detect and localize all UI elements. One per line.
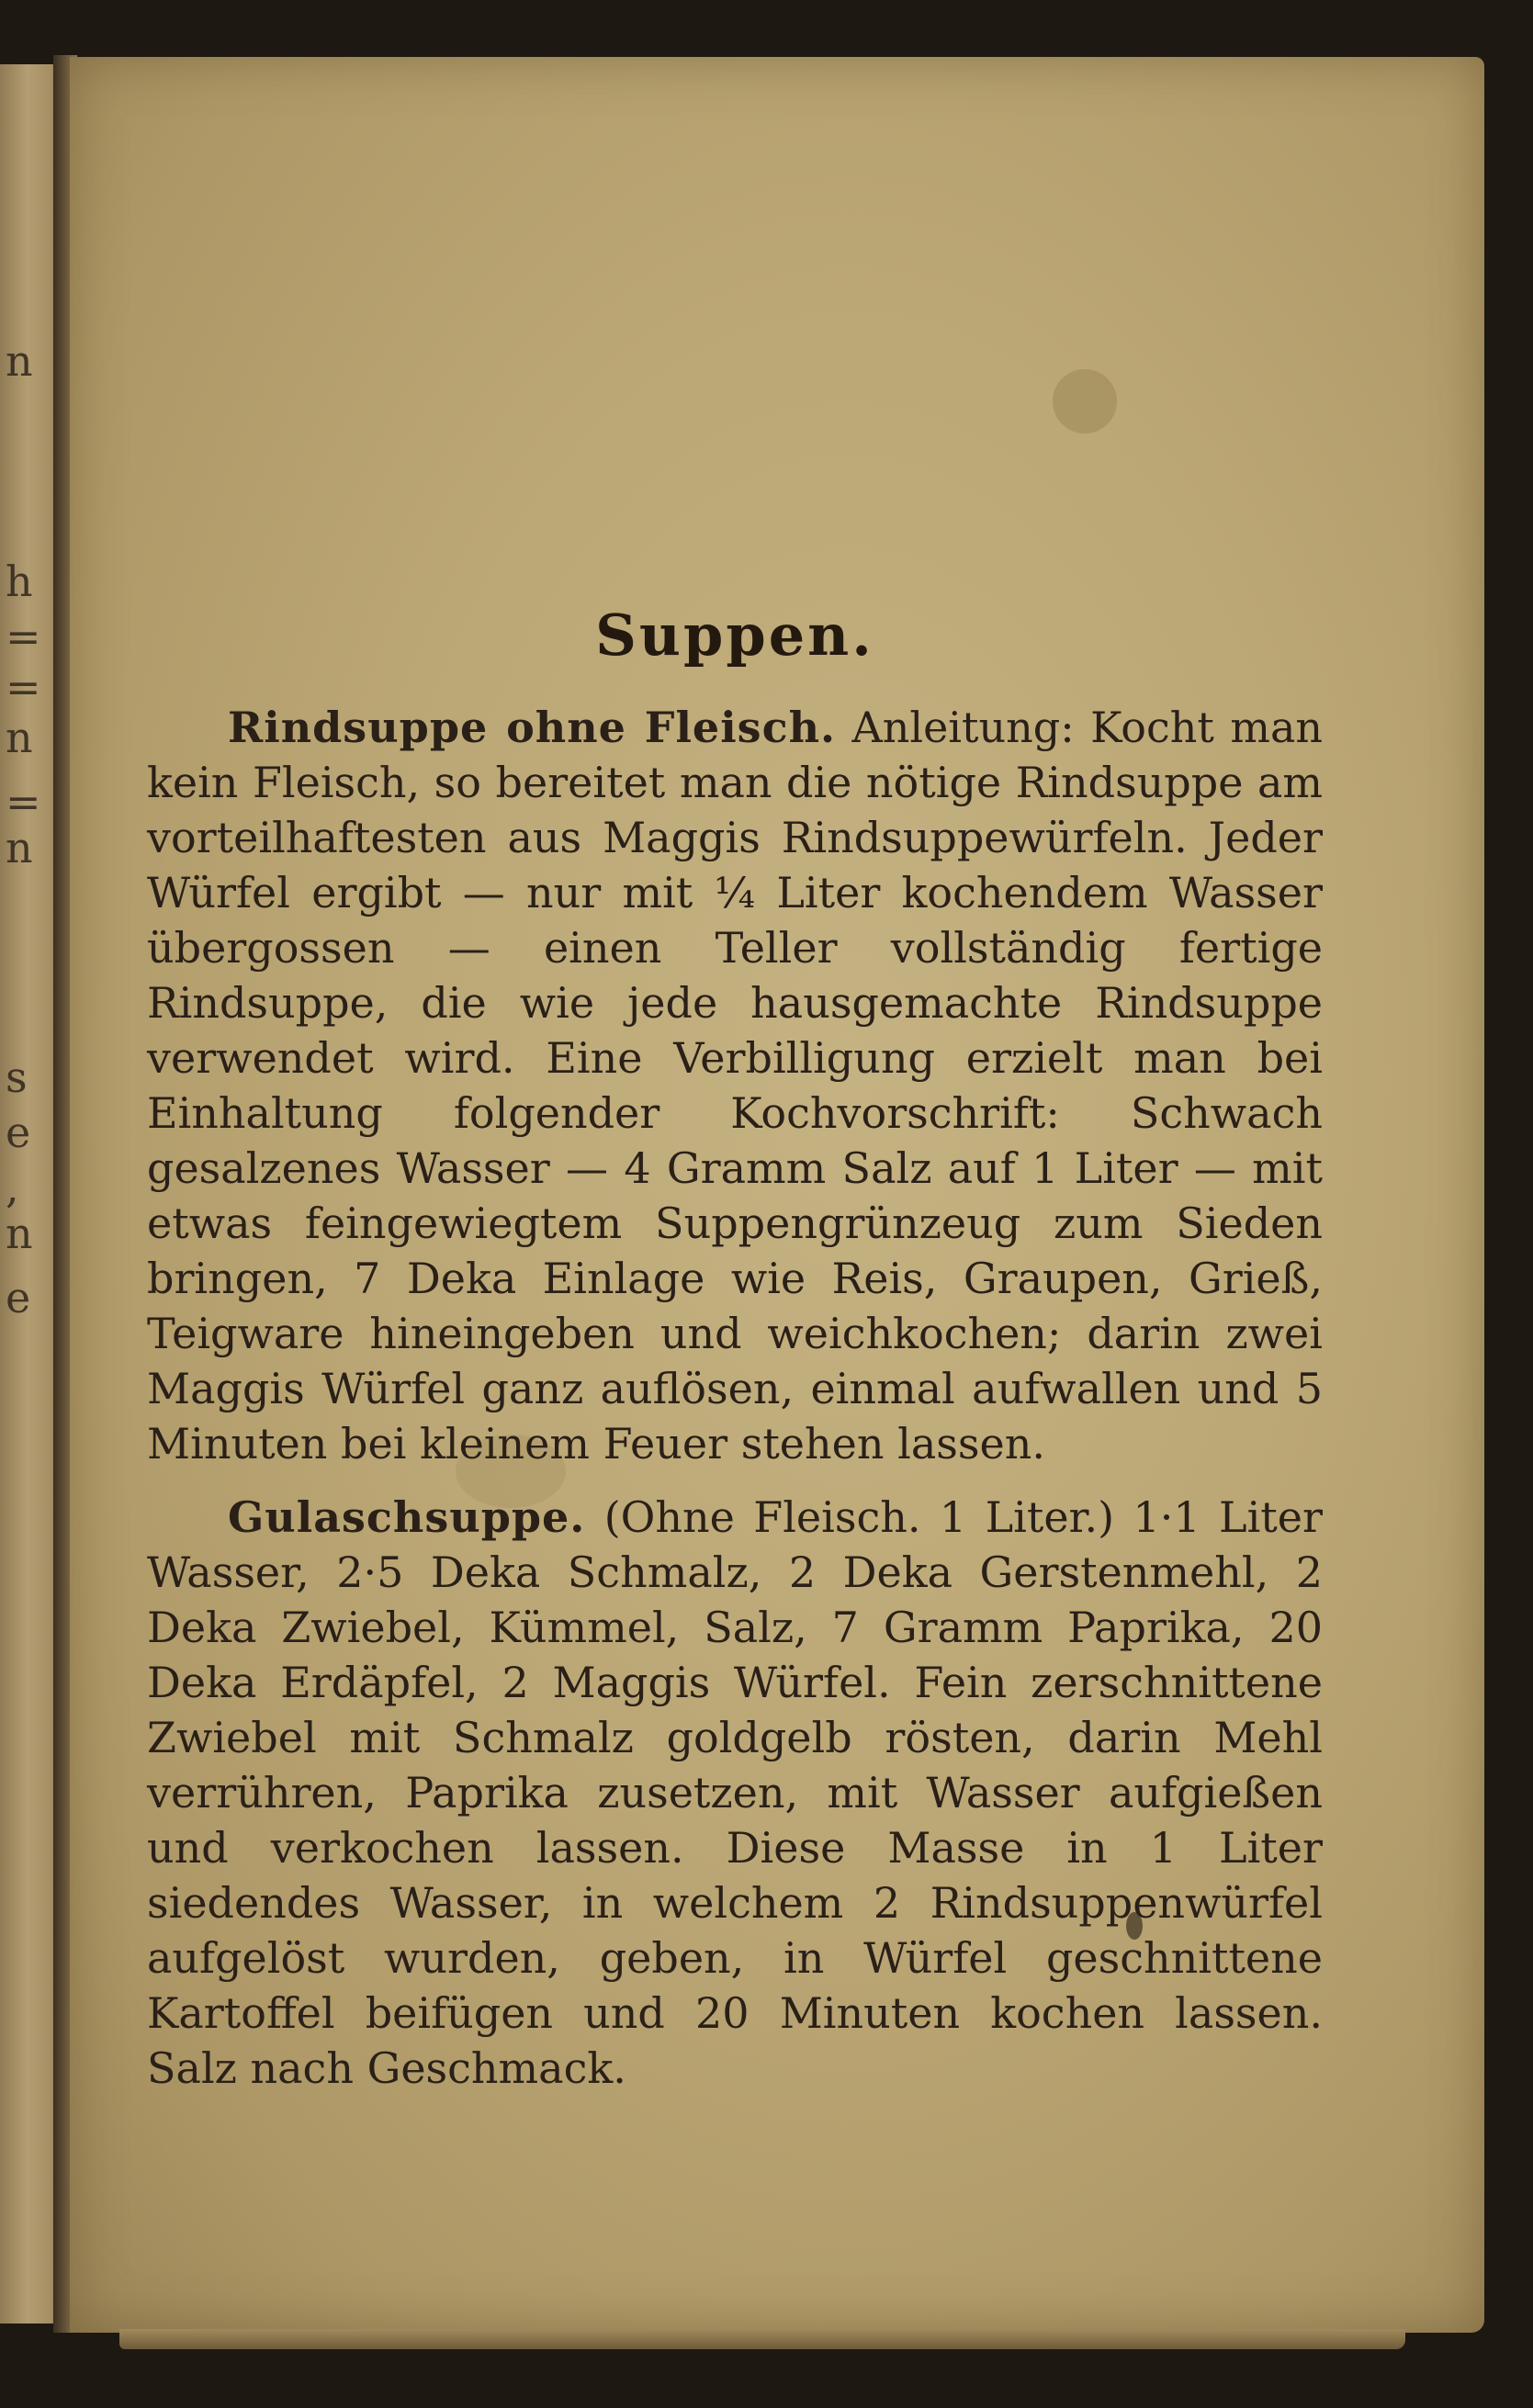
- facing-page-fragment: =: [6, 777, 41, 827]
- page-bottom-edge: [119, 2329, 1405, 2349]
- facing-page-edge: [0, 64, 61, 2324]
- facing-page-fragment: e: [6, 1273, 31, 1322]
- facing-page-fragment: n: [6, 713, 33, 762]
- facing-page-fragment: e: [6, 1108, 31, 1157]
- recipe-title: Rindsuppe ohne Fleisch.: [228, 703, 837, 752]
- recipe-body: Anleitung: Kocht man kein Fleisch, so bereitet man die nötige Rindsuppe am vorteilhaftesten aus Maggis Rindsuppewürfeln. Jeder Würfel ergibt — nur mit ¼ Liter kochendem Wasser übergossen — einen Teller vollständig fertige Rindsuppe, die wie jede hausgemachte Rindsuppe verwendet wird. Eine Verbilligung erzielt man bei Einhaltung folgender Kochvorschrift: Schwach gesalzenes Wasser — 4 Gramm Salz auf 1 Liter — mit etwas feingewiegtem Suppengrünzeug zum Sieden bringen, 7 Deka Einlage wie Reis, Graupen, Grieß, Teigware hineingeben und weichkochen; darin zwei Maggis Würfel ganz auflösen, einmal aufwallen und 5 Minuten bei kleinem Feuer stehen lassen.: [147, 703, 1323, 1468]
- facing-page-fragment: h: [6, 557, 33, 606]
- recipe-title: Gulaschsuppe.: [228, 1492, 586, 1542]
- recipe-paragraph: [147, 700, 1323, 1471]
- section-heading: Suppen.: [595, 602, 874, 669]
- facing-page-fragment: n: [6, 336, 33, 386]
- facing-page-fragment: n: [6, 1209, 33, 1258]
- facing-page-fragment: ,: [6, 1163, 19, 1212]
- paper-stain: [1053, 369, 1117, 433]
- recipe-body: (Ohne Fleisch. 1 Liter.) 1·1 Liter Wasser, 2·5 Deka Schmalz, 2 Deka Gerstenmehl, 2 Deka Zwiebel, Kümmel, Salz, 7 Gramm Paprika, 20 Deka Erdäpfel, 2 Maggis Würfel. Fein zerschnittene Zwiebel mit Schmalz goldgelb rösten, darin Mehl verrühren, Paprika zusetzen, mit Wasser aufgießen und verkochen lassen. Diese Masse in 1 Liter siedendes Wasser, in welchem 2 Rindsuppenwürfel aufgelöst wurden, geben, in Würfel geschnittene Kartoffel beifügen und 20 Minuten kochen lassen. Salz nach Geschmack.: [147, 1492, 1323, 2093]
- recipe-text-block: [147, 602, 1323, 2096]
- facing-page-fragment: n: [6, 823, 33, 872]
- facing-page-fragment: =: [6, 612, 41, 661]
- recipe-paragraph: [147, 1490, 1323, 2096]
- facing-page-fragment: s: [6, 1052, 28, 1102]
- facing-page-fragment: =: [6, 662, 41, 712]
